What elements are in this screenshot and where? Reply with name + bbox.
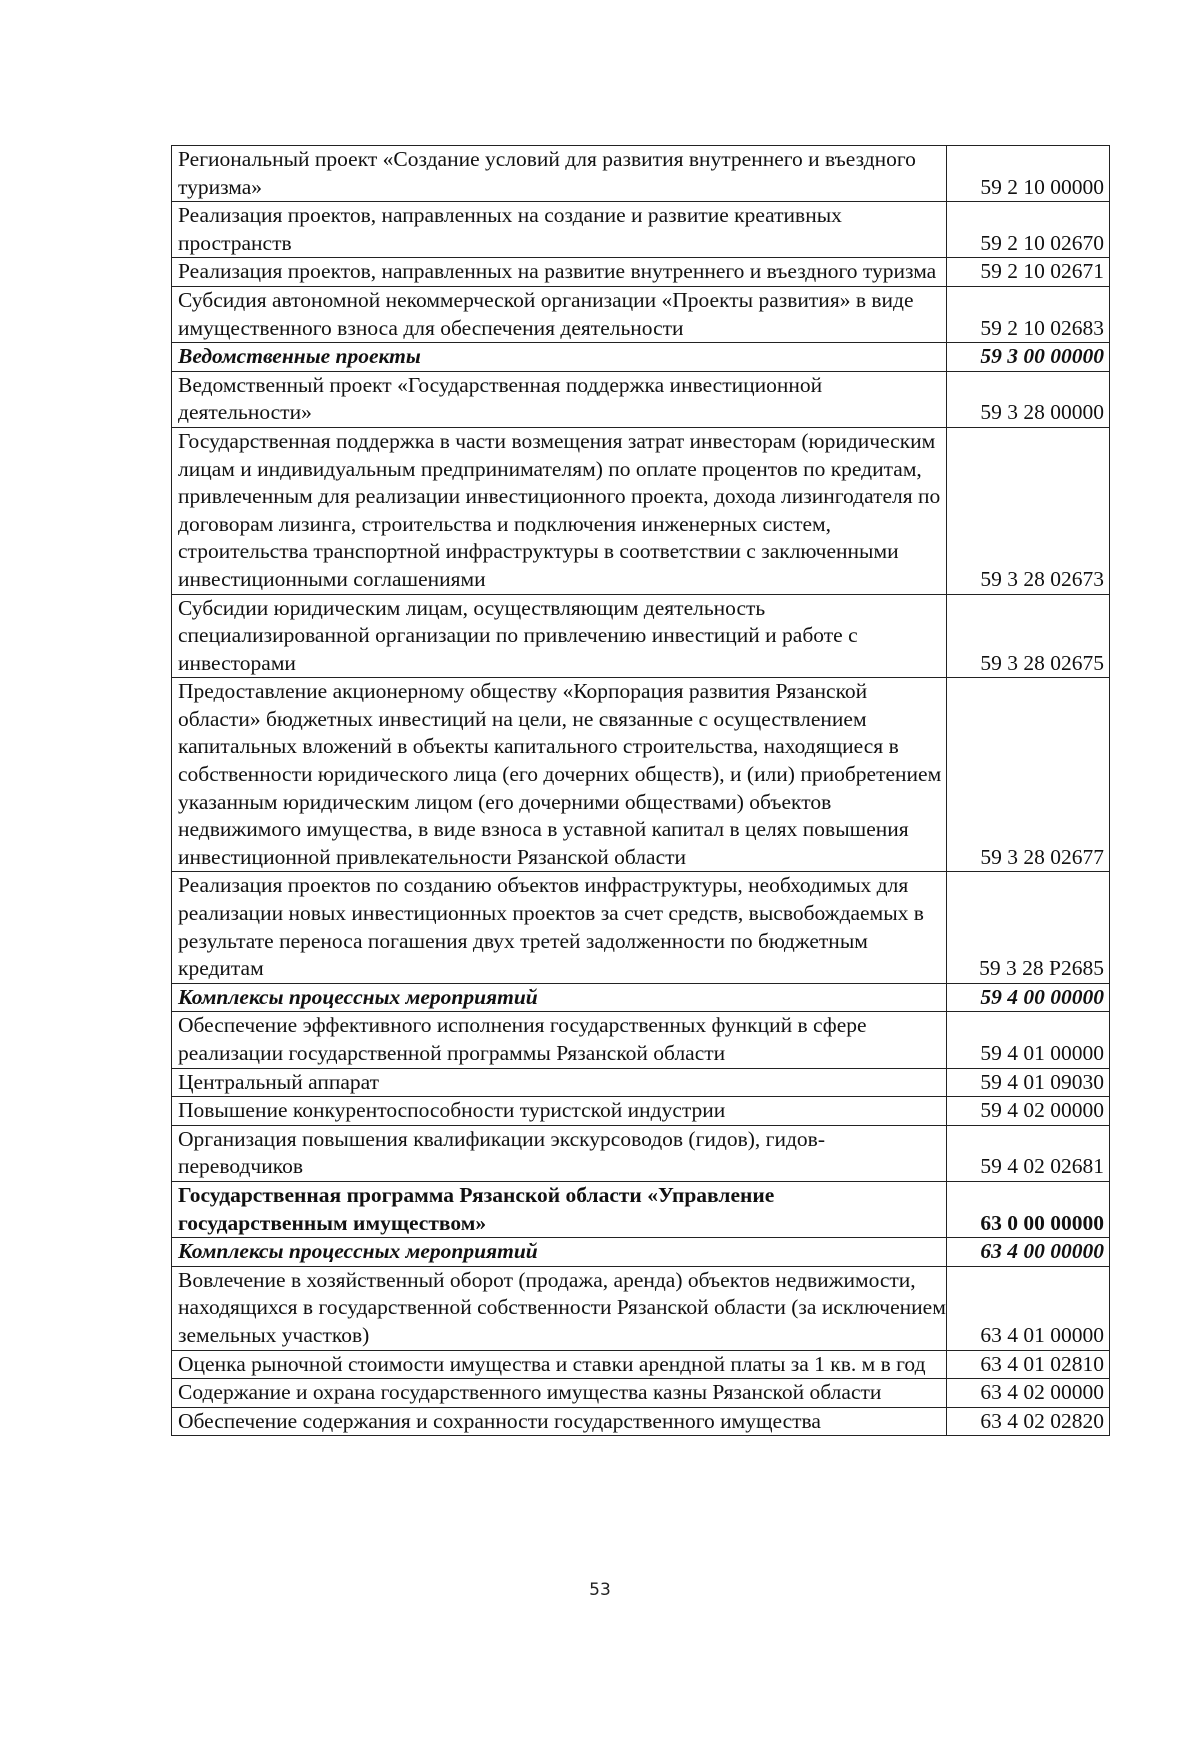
row-title: Вовлечение в хозяйственный оборот (продажа, аренда) объектов недвижимости, находящихся в государственной собственности Рязанской области (за исключением земельных участков) [172, 1266, 947, 1350]
row-code: 59 4 02 02681 [947, 1125, 1110, 1181]
table-row [172, 594, 1110, 678]
table-row [172, 286, 1110, 342]
row-code: 59 4 02 00000 [947, 1097, 1110, 1126]
row-title: Государственная поддержка в части возмещения затрат инвесторам (юридическим лицам и индивидуальным предпринимателям) по оплате процентов по кредитам, привлеченным для реализации инвестиционного проекта, дохода лизингодателя по договорам лизинга, строительства и подключения инженерных систем, строительства транспортной инфраструктуры в соответствии с заключенными инвестиционными соглашениями [172, 427, 947, 594]
row-title: Центральный аппарат [172, 1068, 947, 1097]
row-title: Комплексы процессных мероприятий [172, 983, 947, 1012]
table-row [172, 678, 1110, 872]
row-code: 59 4 01 00000 [947, 1012, 1110, 1068]
row-title: Реализация проектов, направленных на создание и развитие креативных пространств [172, 202, 947, 258]
table-row [172, 1068, 1110, 1097]
budget-codes-table [171, 145, 1110, 1436]
table-row [172, 1012, 1110, 1068]
row-title: Обеспечение содержания и сохранности государственного имущества [172, 1407, 947, 1436]
row-code: 59 3 00 00000 [947, 343, 1110, 372]
table-row [172, 1407, 1110, 1436]
table-row [172, 1181, 1110, 1237]
row-title: Комплексы процессных мероприятий [172, 1238, 947, 1267]
table-row [172, 872, 1110, 983]
row-title: Повышение конкурентоспособности туристской индустрии [172, 1097, 947, 1126]
row-code: 59 3 28 02673 [947, 427, 1110, 594]
table-row [172, 1350, 1110, 1379]
row-code: 59 4 00 00000 [947, 983, 1110, 1012]
table-row [172, 1379, 1110, 1408]
page-number: 53 [589, 1580, 611, 1600]
row-code: 59 3 28 Р2685 [947, 872, 1110, 983]
row-code: 63 4 00 00000 [947, 1238, 1110, 1267]
table-row [172, 371, 1110, 427]
row-code: 59 4 01 09030 [947, 1068, 1110, 1097]
row-title: Субсидия автономной некоммерческой организации «Проекты развития» в виде имущественного взноса для обеспечения деятельности [172, 286, 947, 342]
row-code: 59 2 10 00000 [947, 146, 1110, 202]
table-row [172, 1238, 1110, 1267]
table-row [172, 1266, 1110, 1350]
row-title: Реализация проектов, направленных на развитие внутреннего и въездного туризма [172, 258, 947, 287]
table-row [172, 202, 1110, 258]
table-body [172, 146, 1110, 1436]
table-row [172, 427, 1110, 594]
row-code: 59 2 10 02671 [947, 258, 1110, 287]
row-code: 63 4 01 00000 [947, 1266, 1110, 1350]
row-title: Субсидии юридическим лицам, осуществляющим деятельность специализированной организации по привлечению инвестиций и работе с инвесторами [172, 594, 947, 678]
table-row [172, 983, 1110, 1012]
row-title: Реализация проектов по созданию объектов инфраструктуры, необходимых для реализации новых инвестиционных проектов за счет средств, высвобождаемых в результате переноса погашения двух третей задолженности по бюджетным кредитам [172, 872, 947, 983]
row-title: Организация повышения квалификации экскурсоводов (гидов), гидов-переводчиков [172, 1125, 947, 1181]
row-code: 63 0 00 00000 [947, 1181, 1110, 1237]
row-code: 59 3 28 02675 [947, 594, 1110, 678]
row-code: 59 3 28 00000 [947, 371, 1110, 427]
row-title: Содержание и охрана государственного имущества казны Рязанской области [172, 1379, 947, 1408]
table-row [172, 1097, 1110, 1126]
table-row [172, 1125, 1110, 1181]
row-title: Государственная программа Рязанской области «Управление государственным имуществом» [172, 1181, 947, 1237]
row-code: 63 4 01 02810 [947, 1350, 1110, 1379]
table-row [172, 343, 1110, 372]
row-title: Предоставление акционерному обществу «Корпорация развития Рязанской области» бюджетных инвестиций на цели, не связанные с осуществлением капитальных вложений в объекты капитального строительства, находящиеся в собственности юридического лица (его дочерних обществ), и (или) приобретением указанным юридическим лицом (его дочерними обществами) объектов недвижимого имущества, в виде взноса в уставной капитал в целях повышения инвестиционной привлекательности Рязанской области [172, 678, 947, 872]
row-code: 63 4 02 00000 [947, 1379, 1110, 1408]
row-code: 59 3 28 02677 [947, 678, 1110, 872]
row-code: 59 2 10 02670 [947, 202, 1110, 258]
table-row [172, 146, 1110, 202]
row-title: Оценка рыночной стоимости имущества и ставки арендной платы за 1 кв. м в год [172, 1350, 947, 1379]
row-title: Региональный проект «Создание условий для развития внутреннего и въездного туризма» [172, 146, 947, 202]
table-row [172, 258, 1110, 287]
row-code: 63 4 02 02820 [947, 1407, 1110, 1436]
row-code: 59 2 10 02683 [947, 286, 1110, 342]
row-title: Обеспечение эффективного исполнения государственных функций в сфере реализации государственной программы Рязанской области [172, 1012, 947, 1068]
row-title: Ведомственный проект «Государственная поддержка инвестиционной деятельности» [172, 371, 947, 427]
row-title: Ведомственные проекты [172, 343, 947, 372]
